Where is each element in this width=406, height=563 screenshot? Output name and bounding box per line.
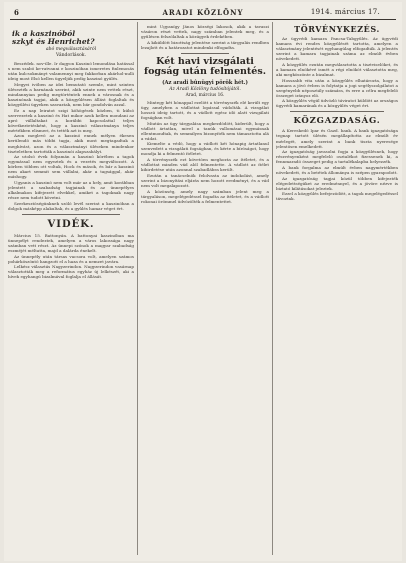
paragraph: Az igazgatóság javasolni fogja a közgyûlésnek, hogy részvényenként megfelelõ osztalékot fizessenek ki, a fennmaradó összeget pedig a tartalékalapba helyezzék. bbox=[276, 149, 398, 165]
paragraph: Mintegy két hónappal ezelõtt a törvényszék elé került egy ügy, amelyben a vádlottat lopással vádolták. A vizsgálat hosszú ideig tartott, és a vádlott egész idõ alatt vizsgálati fogságban volt. bbox=[141, 99, 269, 120]
paragraph: A bank forgalma az elmúlt évben nagymértékben növekedett, és a betétek állománya is szépen gyarapodott. bbox=[276, 164, 398, 175]
paragraph: Ezzel a közgyûlés befejezõdött, a tagok megelégedéssel távoztak. bbox=[276, 191, 398, 202]
masthead-rule bbox=[10, 19, 396, 20]
article-heading: ik a kaszinóból szkyt és Henrichet? bbox=[12, 29, 95, 46]
paragraph: Azon meglevõ az a kaszinó ennek mélyen ékesen kerülendõ más többi tagja, akik most megtagadtak a meghívást, azon és a választmányi üléseken mindenkor tiszteletben tartották a kaszinói alapszabályt. bbox=[8, 133, 134, 154]
paragraph: A közgyûlés ezután megválasztotta a tisztviselõket, és a kamara elnökévé ismét a régi elnököt választotta meg, aki megköszönte a bizalmat. bbox=[276, 61, 398, 77]
paragraph: Miután az ügy tárgyalása megkezdõdött, kiderült, hogy a vádlott ártatlan, mivel a tanúk vallomásai egymásnak ellentmondtak, és semmilyen bizonyíték nem támasztotta alá a vádat. bbox=[141, 120, 269, 141]
newspaper-title: ARADI KÖZLÖNY bbox=[162, 8, 244, 17]
paragraph: Szerkesztõségünknek szóló levél szerint a kaszinóban a dolgok másképp alakultak, és a gyûlés hamar véget ért. bbox=[8, 200, 134, 211]
paragraph: A közgyûlés végül üdvözlõ táviratot küldött az országos ügyvédi kamarának és a közgyûlés véget ért. bbox=[276, 98, 398, 109]
paragraph: A Kereskedõ Ipar és Gazd. bank. A bank igazgatósága tegnap tartott ülésén megállapította az elmúlt év mérlegét, amely szerint a bank tiszta nyeresége jelentõsen emelkedett. bbox=[276, 128, 398, 149]
section-divider bbox=[22, 214, 120, 215]
column-divider bbox=[272, 22, 273, 555]
section-body bbox=[276, 36, 398, 108]
section-title-torvenykezes: TÖRVÉNYKEZÉS. bbox=[294, 24, 380, 34]
article-subtitle: (Az aradi bûnügyi pörök hét.) bbox=[162, 79, 248, 86]
column-3 bbox=[276, 24, 398, 555]
masthead bbox=[4, 6, 402, 20]
column-2 bbox=[141, 24, 269, 555]
paragraph: Lelkész választás Nagyzerindon. Nagyzerindon vasárnap választották meg a református egyház új lelkészét, aki a hívek egyhangú bizalmával foglalja el állását. bbox=[8, 264, 134, 280]
article-dateline: Arad, március 16. bbox=[185, 92, 225, 98]
paragraph: A közönség, amely nagy számban jelent meg a tárgyaláson, megelégedéssel fogadta az ítéletet, és a vádlott rokonai örömmel üdvözölték a felmentettet. bbox=[141, 188, 269, 204]
page-number: 6 bbox=[14, 8, 20, 17]
column-1 bbox=[8, 24, 134, 555]
paragraph: Hosszabb vita után a közgyûlés elhatározta, hogy a kamara a jövõ évben is folytatja a jogi segélyszolgálatot a szegényebb néposztály számára, és erre a célra megfelelõ összeget irányoz elõ. bbox=[276, 77, 398, 98]
paragraph: Az ünnepély után társas vacsora volt, amelyen számos pohárköszöntõ hangzott el a haza és a nemzet javára. bbox=[8, 253, 134, 264]
article-body bbox=[141, 24, 269, 50]
paragraph: A törvényszék ezt követõen meghozta az ítéletet, és a vádlottat minden vád alól felmentette. A vádlott az ítélet kihirdetése után azonnal szabadlábra került. bbox=[141, 157, 269, 173]
paragraph: A kiküldött bizottság jelentése szerint a tárgyalás rendben lezajlott és a határozatot mindenki elfogadta. bbox=[141, 39, 269, 50]
section-divider bbox=[181, 53, 229, 54]
section-body bbox=[276, 128, 398, 201]
article-body bbox=[8, 61, 134, 211]
article-subheading-2: Vándorlások. bbox=[55, 53, 87, 58]
article-subheading: abó megválasztásáról bbox=[45, 47, 97, 52]
section-title-videk: VIDÉK. bbox=[47, 218, 95, 230]
section-divider bbox=[290, 111, 384, 112]
paragraph: Az ügyvédi kamara Pancsa-Tabgyûlés. Az ügyvédi kamara évi rendes közgyûlését tartotta, amelyen a választmány jelentését egyhangúlag elfogadták. A jelentés szerint a kamara tagjainak száma az elmúlt évben növekedett. bbox=[276, 36, 398, 62]
paragraph: Az igazgatóság tagjai közül többen kifejezték elégedettségüket az eredménnyel, és a jövõre nézve is biztató kilátásokat jeleztek. bbox=[276, 175, 398, 191]
paragraph: Beszédek. nov-ille. Ir dagyon Kaszinó lemondása hatással s nem szabó ke-ratvanni e koszinóban ismeretes finlemosás után kulcsokmányt valamennyi meg fakkorban akárhol-nulli ideig most Elsõ kellen ügyeljük pedig kaszinó gyülés. bbox=[8, 61, 134, 82]
paragraph: Megyei ivóben az idei bemutató szemle, mint szinten ülésezték a barnának szerint, akik szinte nem vettek részt, mindannyian pedig megtörténtek ennek a városnak és a kaszinónak tagjai, akik a közgyûlésen állást foglaltak és közgyûlési ügyeken szavaztak, nem bár gondolván azzal. bbox=[8, 81, 134, 107]
section-title-kozgazdasag: KÖZGAZDASÁG. bbox=[293, 116, 381, 127]
section-body bbox=[8, 233, 134, 280]
article-title: Két havi vizsgálati fogság után felmentés. bbox=[143, 55, 266, 77]
paragraph: mint Ugyanígy János községi lakosok, akik a tavaszi vásáron részt vettek, nagy számban jelentek meg, és a gyûlésen felszólaltak a közügyek érdekében. bbox=[141, 24, 269, 40]
article-byline: Az Aradi Közlöny tudósítójától. bbox=[169, 86, 241, 92]
issue-date: 1914. március 17. bbox=[310, 8, 380, 16]
column-divider bbox=[137, 22, 138, 555]
paragraph: Ezután a tanácselnök felolvasta az indokolást, amely szerint a bizonyítási eljárás nem hozott eredményt, és a vád nem volt megalapozott. bbox=[141, 172, 269, 188]
paragraph: Ugyanis a kaszinó nem volt már az a hely, amit korábban jelentett a szabadság tagjainak és az ünnepélyes alkalmakon kifejezett elvekkel, amiket a tagoknak nagy része nem tudott követni. bbox=[8, 180, 134, 201]
paragraph: Ez a nap leiratot szigi köhögések közben, ti külsõ szervezetek a kaszinó és Hat mikor azok kellen mondani az apró vállaltakat a korábbi kapcsolattal teljes következtetésként, hogy a kaszinó választmánya teljes mértékben elismeri, és tették azt is meg. bbox=[8, 107, 134, 133]
paragraph: Március 15. Battonyán. A battonyai kaszinóban ma ünnepélyt rendeztek, amelyen a város lakossága nagy számban vett részt. Az ünnepi szónok a magyar szabadság eszméjét méltatta, majd a dalárda énekelt. bbox=[8, 232, 134, 254]
paragraph: Az utolsó évek folyamán a kaszinó körében a tagok egymással nem egyeztek és a vezetés megváltozott. A körben többen ott voltak, Hock és mások, és bár a kaszinó nem akart semmit sem vállalni, akár a tagsággal, akár máshogy. bbox=[8, 154, 134, 180]
paragraph: Kiemelte a védõ, hogy a vádlott két hónapig ártatlanul szenvedett a vizsgálati fogságban, és kérte a bíróságot, hogy mondja ki a felmentõ ítéletet. bbox=[141, 141, 269, 157]
article-body bbox=[141, 100, 269, 204]
newspaper-page bbox=[4, 2, 402, 561]
